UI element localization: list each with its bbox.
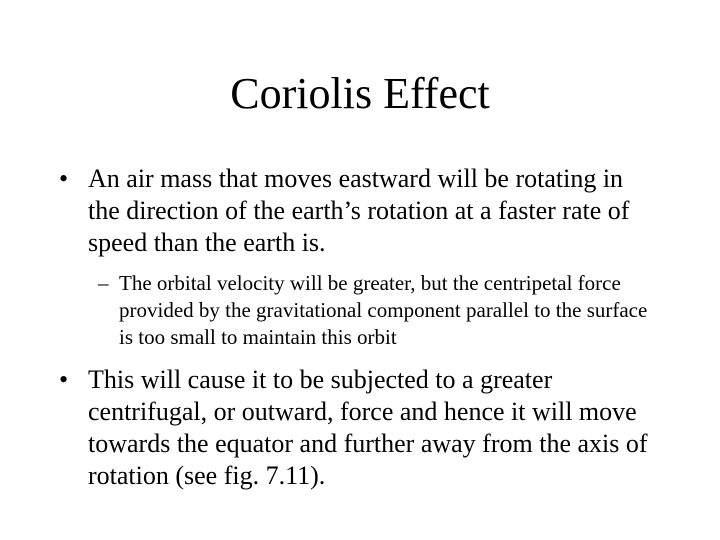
sub-bullet-marker: – <box>98 271 109 295</box>
bullet-marker: • <box>59 365 69 394</box>
bullet-text: An air mass that moves eastward will be rotating in the direction of the earth’s rotation at a faster rate of speed than the earth is. <box>88 164 630 257</box>
slide-title: Coriolis Effect <box>230 69 490 118</box>
bullet-marker: • <box>59 164 69 193</box>
bullet-text: This will cause it to be subjected to a greater centrifugal, or outward, force and hence it will move towards the equator and further away from the axis of rotation (see fig. 7.11). <box>88 365 648 490</box>
bullet-item-eastward-air-mass <box>59 163 659 259</box>
sub-bullet-text: The orbital velocity will be greater, but the centripetal force provided by the gravitational component parallel to the surface is too small to maintain this orbit <box>119 271 648 349</box>
bullet-item-centrifugal-force <box>59 364 659 492</box>
sub-bullet-item-orbital-velocity <box>98 270 658 351</box>
